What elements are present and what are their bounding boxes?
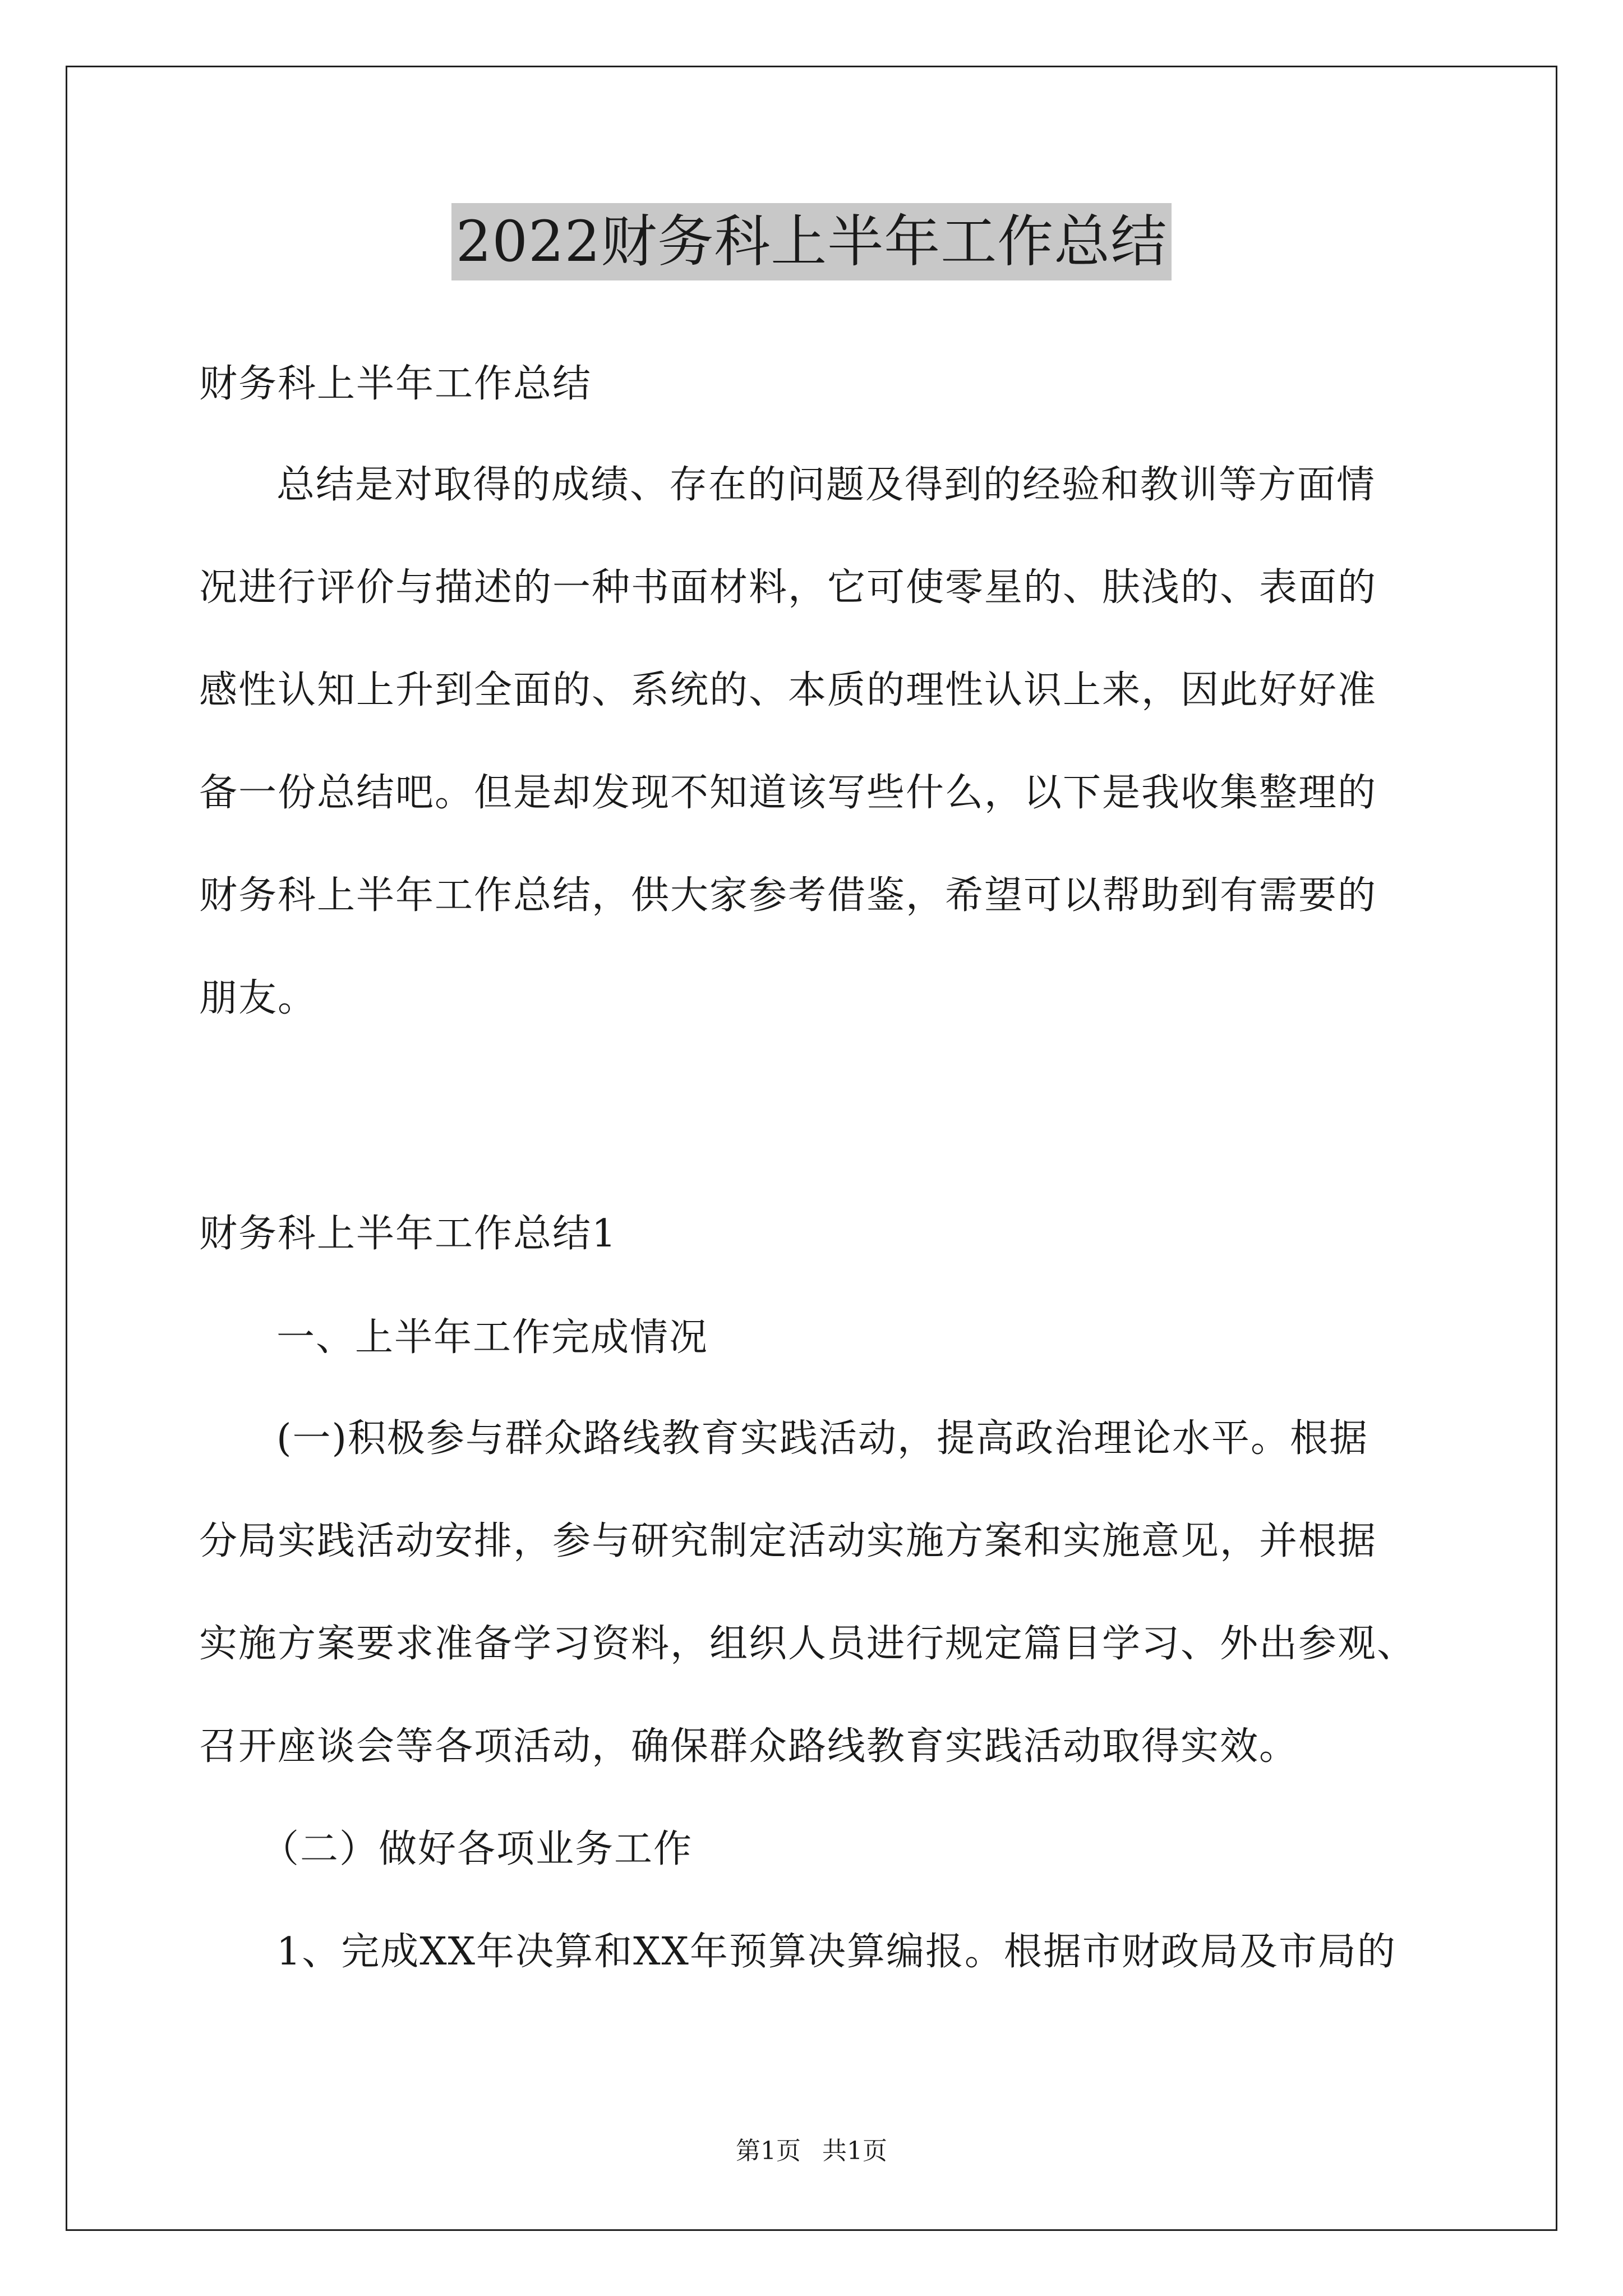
paragraph-line: 朋友。 [199, 976, 317, 1020]
page-number: 第1页 [736, 2137, 801, 2165]
paragraph-line: 感性认知上升到全面的、系统的、本质的理性认识上来，因此好好准 [199, 668, 1377, 712]
paragraph-line: 财务科上半年工作总结，供大家参考借鉴，希望可以帮助到有需要的 [199, 873, 1377, 918]
paragraph-line: 1、完成XX年决算和XX年预算决算编报。根据市财政局及市局的 [276, 1930, 1396, 1974]
page-total: 共1页 [822, 2137, 887, 2165]
section-subheading: 一、上半年工作完成情况 [276, 1315, 709, 1360]
paragraph-line: 备一份总结吧。但是却发现不知道该写些什么，以下是我收集整理的 [199, 771, 1377, 815]
subtitle-line: 财务科上半年工作总结 [199, 362, 592, 406]
paragraph-line: 况进行评价与描述的一种书面材料，它可使零星的、肤浅的、表面的 [199, 565, 1377, 610]
section-heading: 财务科上半年工作总结1 [199, 1212, 617, 1256]
paragraph-line: 分局实践活动安排，参与研究制定活动实施方案和实施意见，并根据 [199, 1519, 1377, 1563]
paragraph-line: 总结是对取得的成绩、存在的问题及得到的经验和教训等方面情 [276, 463, 1376, 507]
paragraph-line: 实施方案要求准备学习资料，组织人员进行规定篇目学习、外出参观、 [199, 1622, 1417, 1666]
paragraph-line: 召开座谈会等各项活动，确保群众路线教育实践活动取得实效。 [199, 1724, 1299, 1769]
paragraph-line: (一)积极参与群众路线教育实践活动，提高政治理论水平。根据 [276, 1416, 1369, 1461]
section-subheading: （二）做好各项业务工作 [261, 1827, 693, 1871]
page-footer [0, 2134, 1623, 2168]
document-title-container [0, 203, 1623, 280]
document-title: 2022财务科上半年工作总结 [451, 203, 1172, 280]
